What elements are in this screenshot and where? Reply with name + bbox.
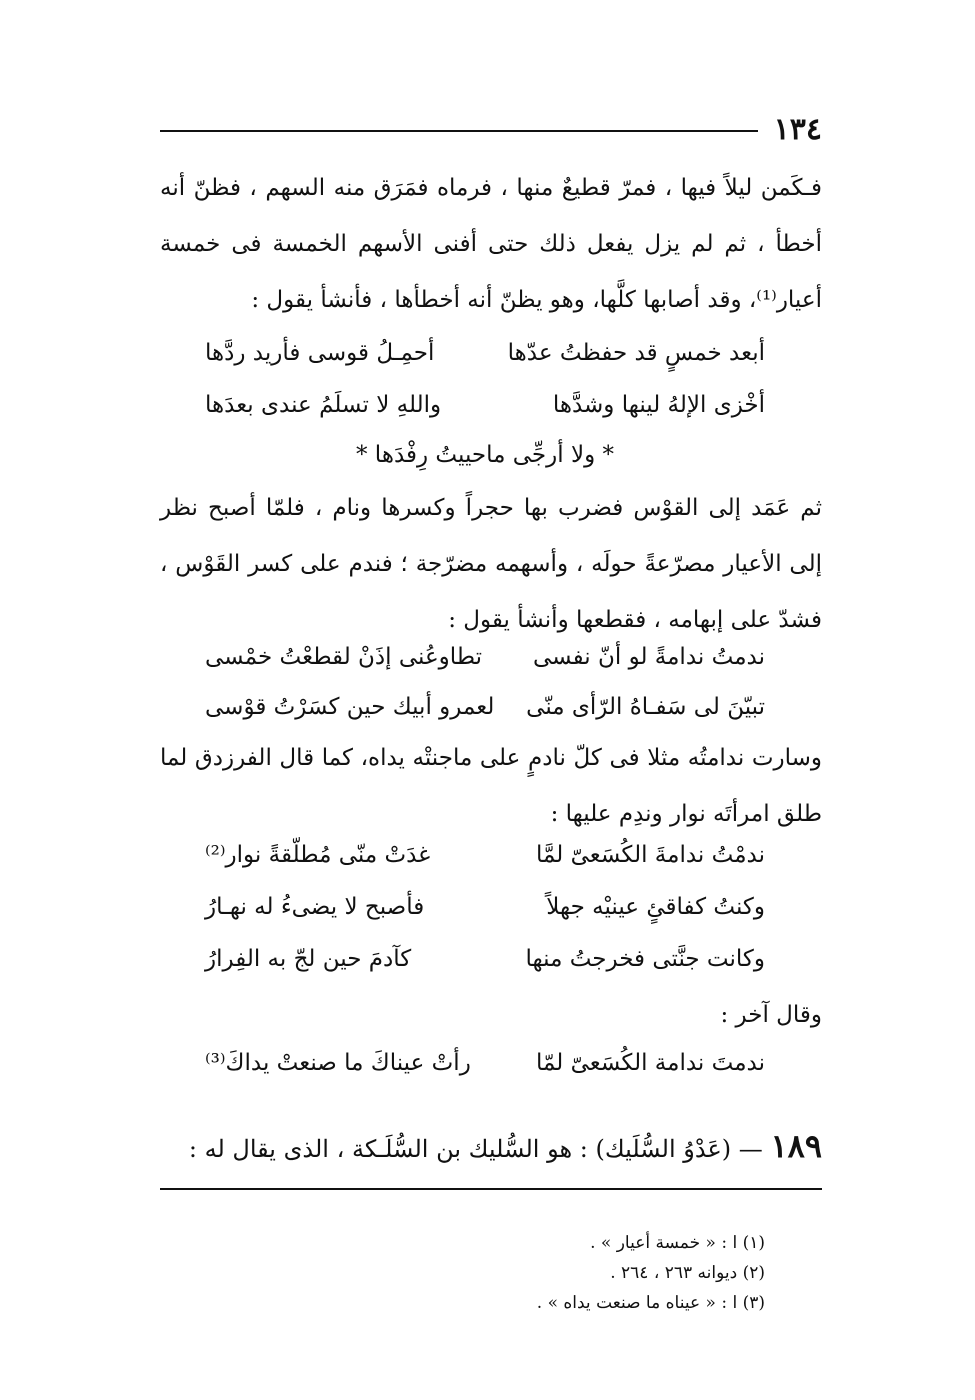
- paragraph-2: ثم عَمَد إلى القوْس فضرب بها حجراً وكسرها ونام ، فلمّا أصبح نظر إلى الأعيار مصرّعةً حولَه ، وأسهمه مضرّجة ؛ فندم على كسر القَوْس ، فشدّ على إبهامه ، فقطعها وأنشأ يقول :: [160, 495, 822, 633]
- paragraph-1: فـكَمن ليلاً فيها ، فمرّ قطيعٌ منها ، فرماه فمَرَق منه السهم ، فظنّ أنه أخطأ ، ثم لم يزل يفعل ذلك حتى أفنى الأسهم الخمسة فى خمسة أعيار⁽¹⁾، وقد أصابها كلَّها، وهو يظنّ أنه أخطأها ، فأنشأ يقول :: [160, 175, 822, 313]
- verse-second-hemistich: غدَتْ منّى مُطلّقةً نوار⁽²⁾: [205, 842, 431, 868]
- verse-first-hemistich: ندمتُ ندامةً لو أنّ نفسى: [532, 644, 765, 670]
- verse-first-hemistich: وكانت جنَّتى فخرجتُ منها: [525, 946, 765, 972]
- entry-text: — (عَدْوُ السُّلَيك) : هو السُّليك بن السُّلَـكة ، الذى يقال له :: [188, 1135, 763, 1163]
- verse-first-hemistich: أبعد خمسٍ قد حفظتُ عدّها: [507, 340, 765, 366]
- verse-second-hemistich: تطاوعُنى إذَنْ لقطعْتُ خمْسى: [205, 644, 483, 670]
- footnote: (٣) ا : « عيناه ما صنعت يداه » .: [536, 1293, 765, 1313]
- verse-second-hemistich: كآدمَ حين لجّ به الفِرارُ: [205, 946, 412, 972]
- page-number: ١٣٤: [773, 112, 822, 147]
- verse-second-hemistich: أحمِـلُ قوسى فأريد ردَّها: [205, 340, 435, 366]
- verse-line: [205, 378, 765, 432]
- verse-line: [205, 828, 765, 882]
- verse-line: [205, 932, 765, 986]
- verse-first-hemistich: ندمْتُ ندامةَ الكُسَعىّ لمَّا: [535, 842, 765, 868]
- footnote-rule: [160, 1188, 822, 1190]
- entry-number: ١٨٩: [770, 1127, 822, 1165]
- entry-heading: [160, 1118, 822, 1177]
- verse-single-line: * ولا أرجِّى ماحييتُ رِفْدَها *: [356, 442, 614, 468]
- verse-second-hemistich: لعمرو أبيك حين كسَرْتُ قوْسى: [205, 694, 495, 720]
- verse-first-hemistich: أخْزى الإلهُ لينها وشدَّها: [552, 392, 765, 418]
- verse-first-hemistich: ندمتَ ندامة الكُسَعىّ لمّا: [535, 1050, 765, 1076]
- verse-first-hemistich: وكنتُ كفاقئٍ عينيْه جهلاً: [546, 894, 765, 920]
- verse-line: [205, 1036, 765, 1090]
- verse-line: [205, 680, 765, 734]
- footnote: (١) ا : « خمسة أعيار » .: [590, 1233, 765, 1253]
- paragraph-4: وقال آخر :: [720, 1002, 822, 1028]
- paragraph-3: وسارت ندامتُه مثلا فى كلّ نادمٍ على ماجنتْه يداه، كما قال الفرزدق لما طلق امرأتَه نوار وندِم عليها :: [160, 745, 822, 827]
- page-header: [160, 112, 822, 152]
- footnote: (٢) ديوانه ٢٦٣ ، ٢٦٤ .: [610, 1263, 765, 1283]
- verse-first-hemistich: تبيّنَ لى سَفـاهُ الرّأى منّى: [526, 694, 765, 720]
- verse-line: [205, 880, 765, 934]
- header-rule: [160, 130, 758, 132]
- verse-second-hemistich: رأتْ عيناكَ ما صنعتْ يداكَ⁽³⁾: [205, 1050, 471, 1076]
- verse-second-hemistich: فأصبح لا يضىءُ له نهـارُ: [205, 894, 425, 920]
- footnotes: [537, 1228, 765, 1318]
- verse-line: [205, 630, 765, 684]
- verse-second-hemistich: واللهِ لا تسلَمُ عندى بعدَها: [205, 392, 442, 418]
- verse-line: [205, 326, 765, 380]
